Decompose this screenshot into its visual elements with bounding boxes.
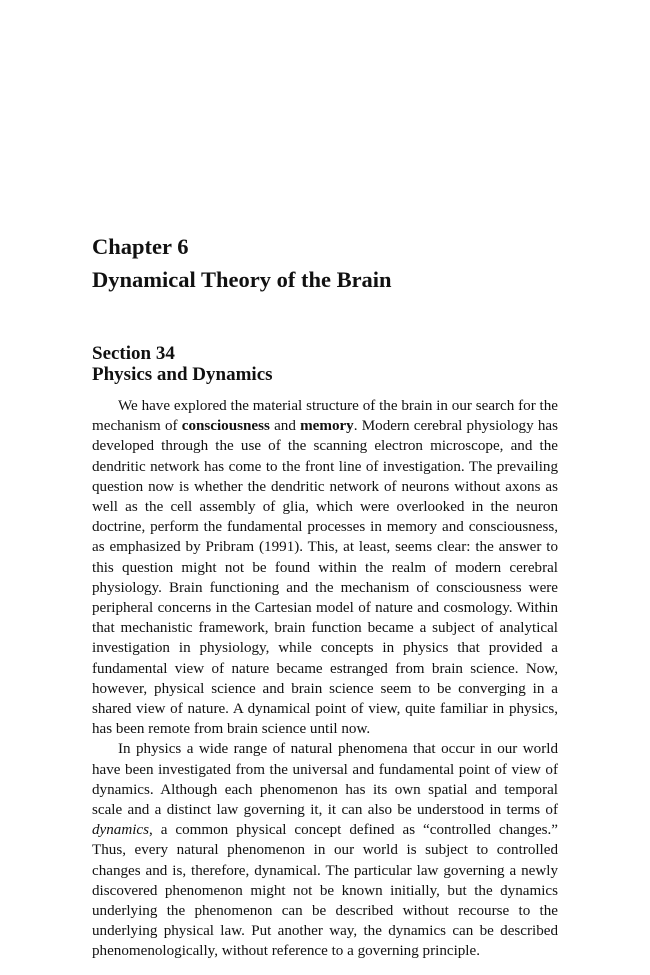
text-segment: and [269,418,301,435]
paragraph-2 [92,739,558,961]
emphasis-consciousness: consciousness [181,418,270,435]
text-segment: We have explored the material structure of the brain in our search for the mechanism of [92,398,558,435]
chapter-title: Dynamical Theory of the Brain [92,267,392,292]
emphasis-dynamics: dynamics [92,822,150,839]
section-title: Physics and Dynamics [92,364,273,385]
emphasis-memory: memory [300,418,354,435]
text-segment: , a common physical concept defined as “controlled changes.” Thus, every natural phenomenon in our world is subject to controlled changes and is, therefore, dynamical. The particular law governing a newly discovered phenomenon might not be known initially, but the dynamics underlying the phenomenon can be described without recourse to the underlying physical law. Put another way, the dynamics can be described phenomenologically, without reference to a governing principle. [92,822,558,960]
paragraph-1 [92,396,558,739]
text-segment: . Modern cerebral physiology has developed through the use of the scanning electron microscope, and the dendritic network has come to the front line of investigation. The prevailing question now is whether the dendritic network of neurons without axons as well as the cell assembly of glia, which were overlooked in the neuron doctrine, perform the fundamental processes in memory and consciousness, as emphasized by Pribram (1991). This, at least, seems clear: the answer to this question might not be found within the realm of modern cerebral physiology. Brain functioning and the mechanism of consciousness were peripheral concerns in the Cartesian model of nature and cosmology. Within that mechanistic framework, brain function became a subject of analytical investigation in physiology, while concepts in physics that provided a fundamental view of nature became estranged from brain science. Now, however, physical science and brain science seem to be converging in a shared view of nature. A dynamical point of view, quite familiar in physics, has been remote from brain science until now. [92,418,558,738]
text-segment: In physics a wide range of natural phenomena that occur in our world have been investigated from the universal and fundamental point of view of dynamics. Although each phenomenon has its own spatial and temporal scale and a distinct law governing it, it can also be understood in terms of [92,741,558,819]
body-text [92,396,558,962]
section-label: Section 34 [92,343,175,364]
chapter-label: Chapter 6 [92,234,189,259]
